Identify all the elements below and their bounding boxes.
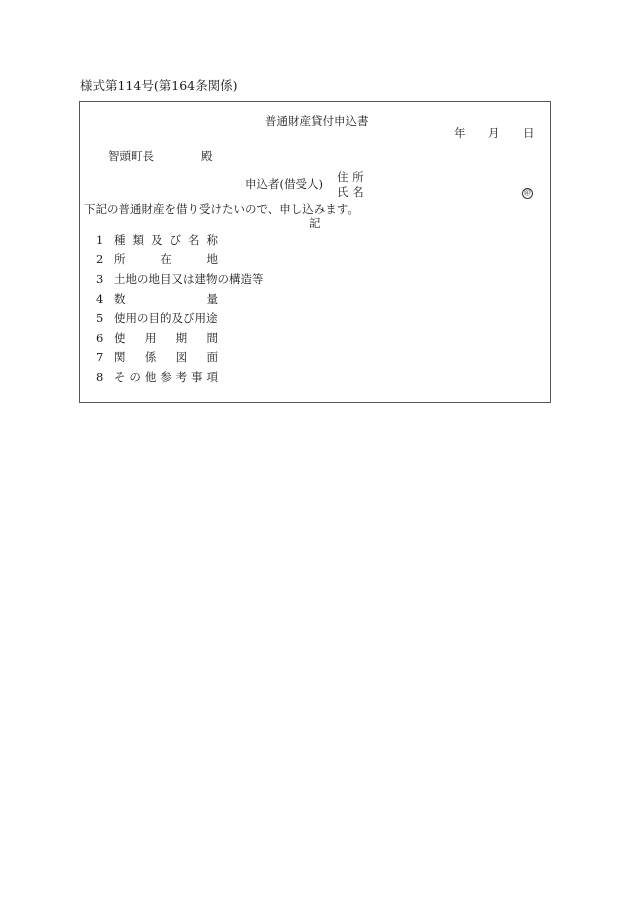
item-number: 8 xyxy=(96,370,104,384)
date-day-label: 日 xyxy=(523,126,535,140)
item-label: 土地の地目又は建物の構造等 xyxy=(114,272,264,286)
item-number: 5 xyxy=(96,311,104,325)
date-month-label: 月 xyxy=(488,126,500,140)
item-label: 数 量 xyxy=(114,292,218,306)
date-year-label: 年 xyxy=(454,126,466,140)
form-number: 様式第114号(第164条関係) xyxy=(80,78,238,93)
item-label: 使 用 期 間 xyxy=(114,331,218,345)
item-label: 所 在 地 xyxy=(114,252,218,266)
item-number: 1 xyxy=(96,233,104,247)
applicant-name-label: 氏 名 xyxy=(337,185,364,199)
item-number: 3 xyxy=(96,272,104,286)
ki-heading: 記 xyxy=(309,216,321,230)
applicant-label: 申込者(借受人) xyxy=(245,177,323,191)
addressee-name: 智頭町長 xyxy=(108,149,154,163)
addressee-honorific: 殿 xyxy=(201,149,213,163)
item-label: そ の 他 参 考 事 項 xyxy=(114,370,218,384)
item-number: 7 xyxy=(96,350,104,364)
item-number: 2 xyxy=(96,252,104,266)
form-title: 普通財産貸付申込書 xyxy=(265,114,369,128)
application-statement: 下記の普通財産を借り受けたいので、申し込みます。 xyxy=(84,202,359,216)
item-label: 使用の目的及び用途 xyxy=(114,311,218,325)
applicant-address-label: 住 所 xyxy=(337,170,364,184)
item-label: 種 類 及 び 名 称 xyxy=(114,233,218,247)
item-number: 4 xyxy=(96,292,104,306)
seal-mark: ㊞ xyxy=(524,189,531,197)
item-number: 6 xyxy=(96,331,104,345)
item-label: 関 係 図 面 xyxy=(114,350,218,364)
